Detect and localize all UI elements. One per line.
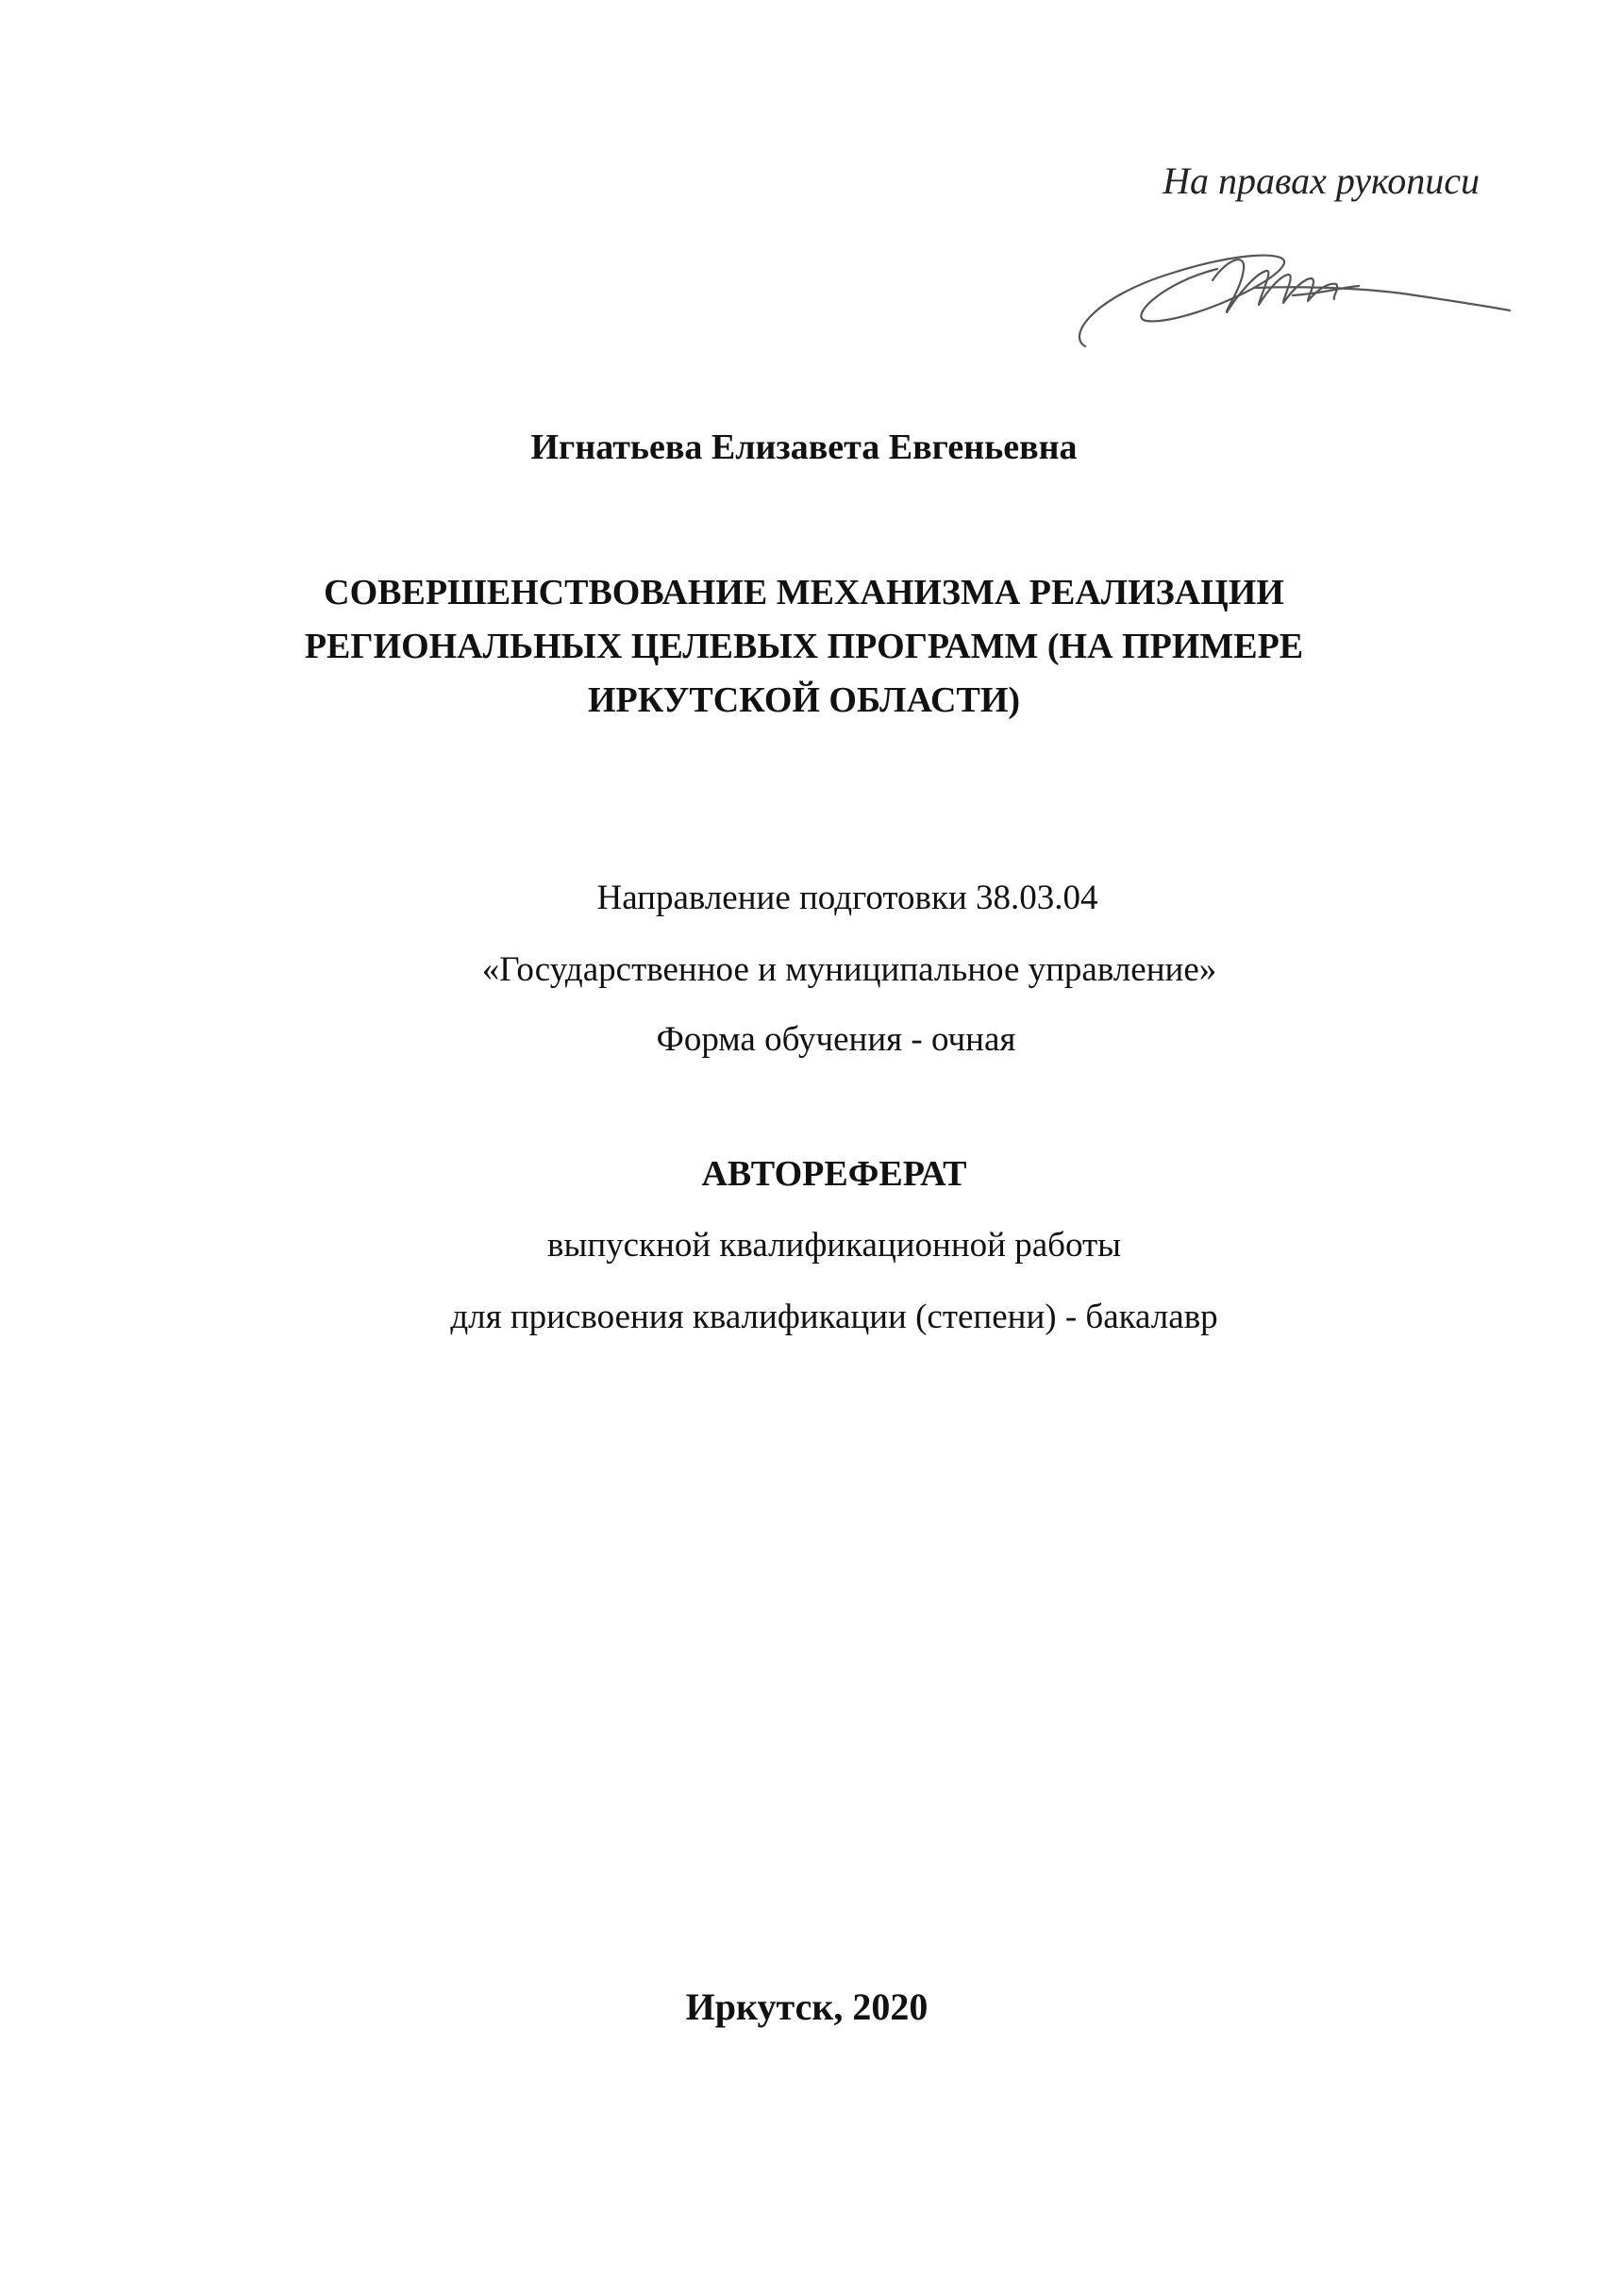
thesis-title [0, 566, 1615, 728]
study-direction: Направление подготовки 38.03.04 [596, 879, 1098, 917]
study-program: «Государственное и муниципальное управление» [481, 950, 1217, 989]
degree-line: для присвоения квалификации (степени) - бакалавр [450, 1298, 1218, 1336]
thesis-title-line: ИРКУТСКОЙ ОБЛАСТИ) [587, 680, 1021, 720]
signature-icon [1057, 231, 1529, 359]
study-form: Форма обучения - очная [656, 1020, 1016, 1059]
manuscript-note: На правах рукописи [1163, 159, 1480, 202]
thesis-title-line: РЕГИОНАЛЬНЫХ ЦЕЛЕВЫХ ПРОГРАММ (НА ПРИМЕРЕ [304, 627, 1304, 666]
author-name: Игнатьева Елизавета Евгеньевна [530, 427, 1078, 467]
thesis-title-line: СОВЕРШЕНСТВОВАНИЕ МЕХАНИЗМА РЕАЛИЗАЦИИ [324, 573, 1284, 612]
work-type: выпускной квалификационной работы [546, 1226, 1121, 1265]
city-year: Иркутск, 2020 [685, 1986, 929, 2028]
abstract-heading: АВТОРЕФЕРАТ [701, 1154, 967, 1194]
